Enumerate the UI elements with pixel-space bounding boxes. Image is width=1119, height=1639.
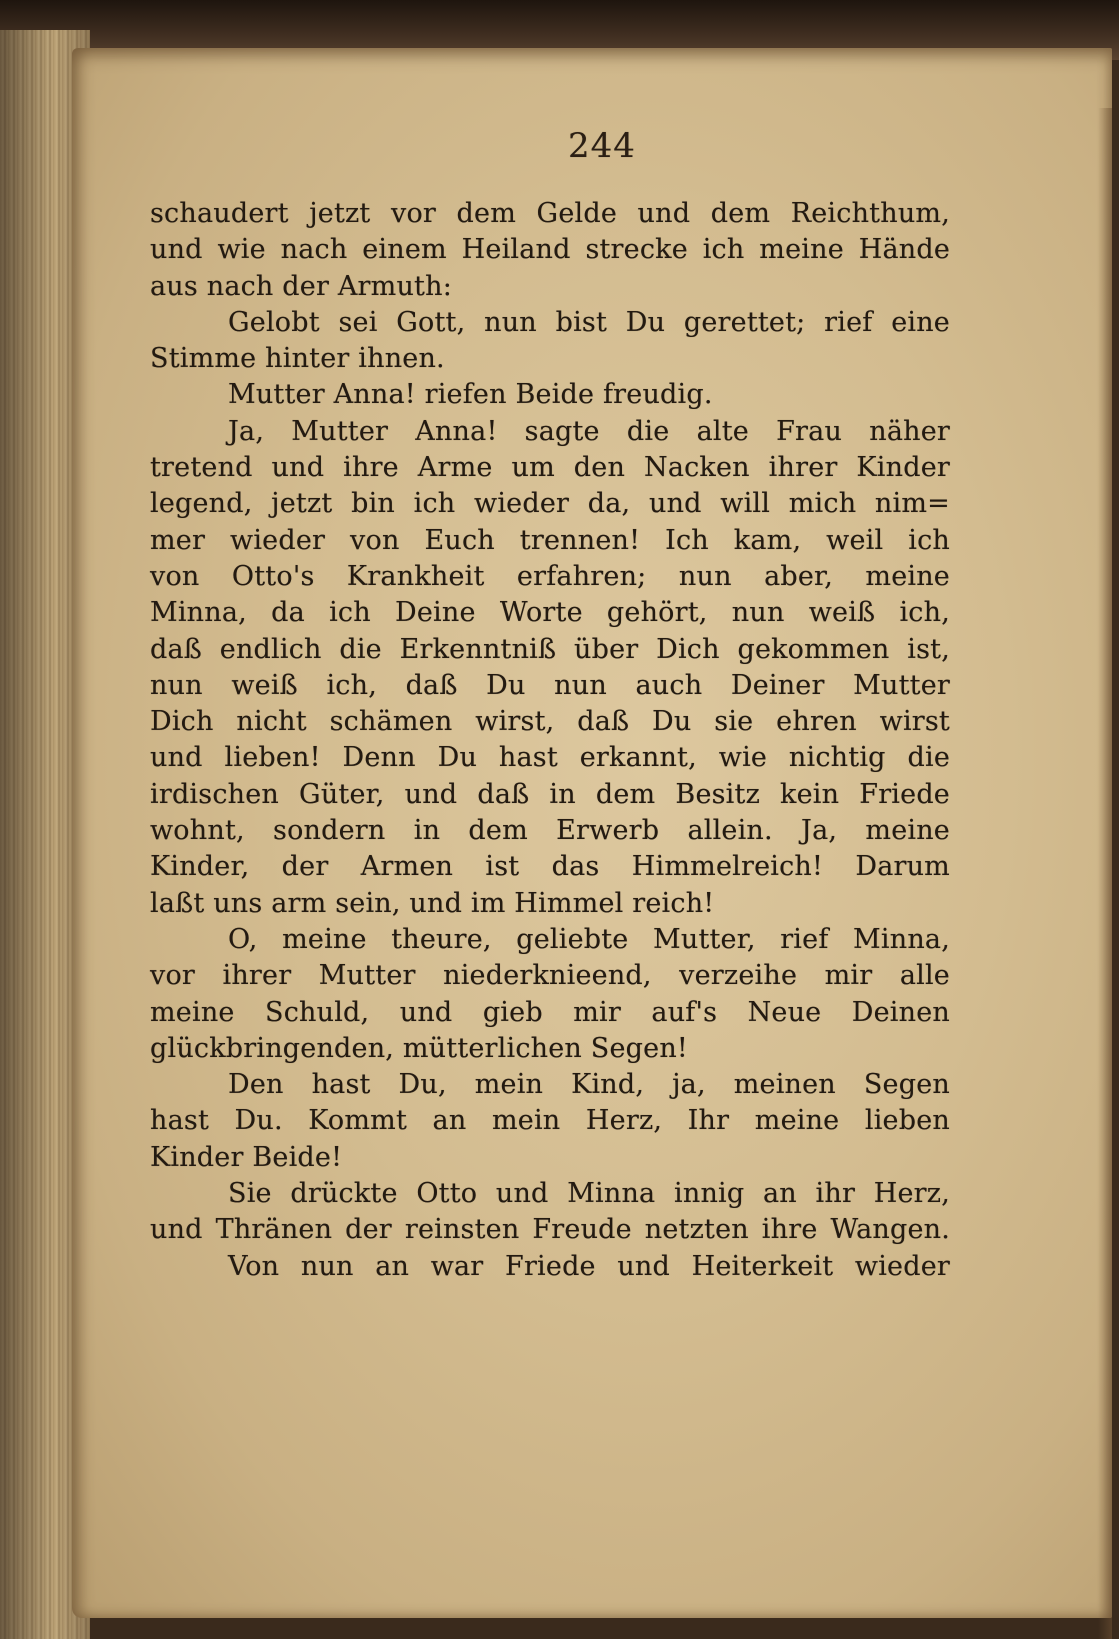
text-line: Sie drückte Otto und Minna innig an ihr Herz, [228,1178,950,1210]
text-line: glückbringenden, mütterlichen Segen! [150,1032,688,1064]
book-page [72,48,1112,1618]
text-line: schaudert jetzt vor dem Gelde und dem Reichthum, [150,198,950,229]
text-line: Stimme hinter ihnen. [150,343,445,375]
text-line: von Otto's Krankheit erfahren; nun aber, meine [150,560,950,592]
text-line: Von nun an war Friede und Heiterkeit wieder [228,1250,950,1282]
text-line: Minna, da ich Deine Worte gehört, nun weiß ich, [150,597,950,629]
text-line: vor ihrer Mutter niederknieend, verzeihe mir alle [150,960,950,992]
text-line: O, meine theure, geliebte Mutter, rief Minna, [228,923,950,955]
text-line: Kinder, der Armen ist das Himmelreich! Darum [150,851,950,883]
text-line: Kinder Beide! [150,1141,343,1173]
text-line: wohnt, sondern in dem Erwerb allein. Ja, meine [150,815,950,847]
text-line: tretend und ihre Arme um den Nacken ihrer Kinder [150,452,950,484]
text-line: Den hast Du, mein Kind, ja, meinen Segen [228,1069,950,1101]
page-number: 244 [568,126,636,166]
text-line: mer wieder von Euch trennen! Ich kam, weil ich [150,524,950,556]
text-line: hast Du. Kommt an mein Herz, Ihr meine lieben [150,1105,950,1137]
text-line: Dich nicht schämen wirst, daß Du sie ehren wirst [150,706,950,738]
text-line: legend, jetzt bin ich wieder da, und will mich nim= [150,488,950,520]
text-line: nun weiß ich, daß Du nun auch Deiner Mutter [150,669,950,701]
text-line: irdischen Güter, und daß in dem Besitz kein Friede [150,778,950,810]
text-line: Gelobt sei Gott, nun bist Du gerettet; rief eine [228,306,950,338]
page-right-edge [1098,108,1112,1639]
text-line: und wie nach einem Heiland strecke ich meine Hände [150,234,950,266]
body-text [150,196,950,1285]
text-line: Mutter Anna! riefen Beide freudig. [228,379,713,411]
text-line: und Thränen der reinsten Freude netzten ihre Wangen. [150,1214,950,1246]
text-line: aus nach der Armuth: [150,270,452,302]
text-line: daß endlich die Erkenntniß über Dich gekommen ist, [150,633,950,665]
text-line: und lieben! Denn Du hast erkannt, wie nichtig die [150,742,950,774]
text-line: laßt uns arm sein, und im Himmel reich! [150,887,715,919]
text-line: Ja, Mutter Anna! sagte die alte Frau näher [228,415,950,447]
text-line: meine Schuld, und gieb mir auf's Neue Deinen [150,996,950,1028]
